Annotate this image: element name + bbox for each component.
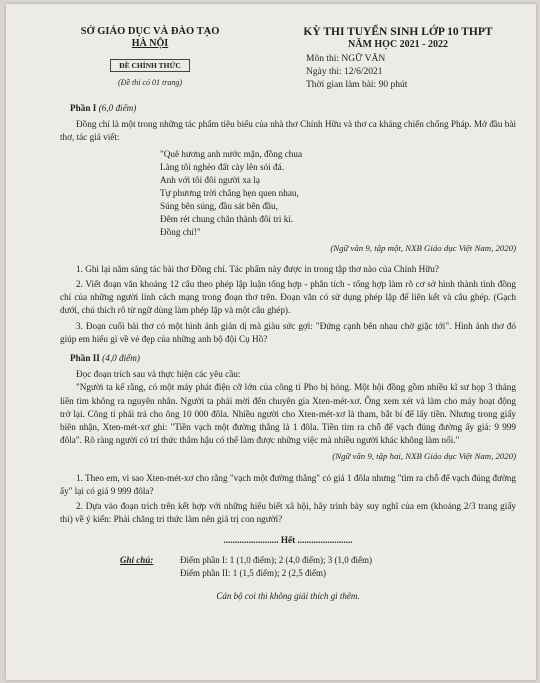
poem <box>160 148 516 239</box>
exam-paper <box>6 4 536 680</box>
part2-question-2: 2. Dựa vào đoạn trích trên kết hợp với những hiểu biết xã hội, hãy trình bày suy nghĩ của em (khoảng 2/3 trang giấy thi) về ý kiến: Phải chăng tri thức làm nên giá trị con người? <box>60 501 516 525</box>
end-marker: ........................ Hết ........................ <box>223 535 353 546</box>
official-stamp: ĐỀ CHÍNH THỨC <box>110 59 190 72</box>
exam-info-block <box>268 26 528 92</box>
poem-line: Súng bên súng, đầu sát bên đầu, <box>160 200 278 211</box>
issuer-block <box>50 26 250 87</box>
exam-date: Ngày thi: 12/6/2021 <box>306 67 383 77</box>
closing-remark: Cán bộ coi thi không giải thích gì thêm. <box>216 590 360 601</box>
poem-line: Làng tôi nghèo đất cày lên sỏi đá. <box>160 161 284 172</box>
part1-title: Phần I <box>70 103 97 113</box>
school-year: NĂM HỌC 2021 - 2022 <box>348 39 448 50</box>
part2-title: Phần II <box>70 353 100 364</box>
part2-points: (4,0 điểm) <box>102 353 140 364</box>
poem-line: Tự phương trời chẳng hẹn quen nhau, <box>160 187 299 198</box>
part2-heading <box>70 352 516 365</box>
poem-line: "Quê hương anh nước mặn, đồng chua <box>160 148 303 159</box>
subject: Môn thi: NGỮ VĂN <box>306 54 386 64</box>
part1-question-1: 1. Ghi lại năm sáng tác bài thơ Đồng chí. Tác phẩm này được in trong tập thơ nào của Chính Hữu? <box>76 263 439 274</box>
department-name: SỞ GIÁO DỤC VÀ ĐÀO TẠO <box>80 26 220 37</box>
duration: Thời gian làm bài: 90 phút <box>306 80 408 90</box>
page-count: (Đề thi có 01 trang) <box>118 78 182 87</box>
part1-points: (6,0 điểm) <box>98 103 137 113</box>
notes-line-1: Điểm phần I: 1 (1,0 điểm); 2 (4,0 điểm); 3 (1,0 điểm) <box>180 554 372 565</box>
notes-line-2: Điểm phần II: 1 (1,5 điểm); 2 (2,5 điểm) <box>180 567 326 578</box>
poem-line: Đồng chí!" <box>160 226 201 237</box>
part1-question-2: 2. Viết đoạn văn khoảng 12 câu theo phép lập luận tổng hợp - phân tích - tổng hợp làm rõ cơ sở hình thành tình đồng chí của những người lính cách mạng trong đoạn thơ trên. Đoạn văn có sử dụng phép lặp để liên kết và câu ghép. (Gạch dưới, chú thích rõ từ ngữ dùng làm phép lặp và một câu ghép). <box>60 279 516 316</box>
exam-meta <box>306 53 528 92</box>
part1-heading <box>70 102 516 115</box>
passage-source: (Ngữ văn 9, tập hai, NXB Giáo dục Việt Nam, 2020) <box>332 451 516 462</box>
part2-intro: Đọc đoạn trích sau và thực hiện các yêu cầu: <box>76 369 241 380</box>
part1-question-3: 3. Đoạn cuối bài thơ có một hình ảnh giản dị mà giàu sức gợi: "Đứng cạnh bên nhau chờ giặc tới". Hình ảnh thơ đó giúp em hiểu gì về vẻ đẹp của những anh bộ đội Cụ Hồ? <box>60 320 516 344</box>
part2-passage: "Người ta kể rằng, có một máy phát điện cỡ lớn của công ti Pho bị hỏng. Một hội đồng gồm nhiều kĩ sư họp 3 tháng liền tìm không ra nguyên nhân. Người ta phải mời đến chuyên gia Xten-mét-xơ. Ông xem xét và làm cho máy hoạt động trở lại. Công ti phải trả cho ông 10 000 đôla. Nhiều người cho Xten-mét-xơ là tham, bắt bí để lấy tiền. Nhưng trong giấy biên nhận, Xten-mét-xơ ghi: "Tiền vạch một đường thẳng là 1 đôla. Tiền tìm ra chỗ để vạch đúng đường ấy giá: 9 999 đôla". Rõ ràng người có tri thức thâm hậu có thể làm được những việc mà nhiều người khác không làm nổi." <box>60 382 516 446</box>
poem-line: Đêm rét chung chăn thành đôi tri kỉ. <box>160 213 294 224</box>
poem-source: (Ngữ văn 9, tập một, NXB Giáo dục Việt Nam, 2020) <box>330 242 516 253</box>
notes-body <box>180 554 372 580</box>
notes-label: Ghi chú: <box>120 554 154 565</box>
part1-intro: Đồng chí là một trong những tác phẩm tiêu biểu của nhà thơ Chính Hữu và thơ ca kháng chiến chống Pháp. Mở đầu bài thơ, tác giả viết: <box>60 119 516 143</box>
city-name: HÀ NỘI <box>131 38 169 49</box>
poem-line: Anh với tôi đôi người xa lạ <box>160 174 260 185</box>
exam-content <box>60 100 516 603</box>
exam-title: KỲ THI TUYỂN SINH LỚP 10 THPT <box>303 26 493 38</box>
part2-question-1: 1. Theo em, vì sao Xten-mét-xơ cho rằng "vạch một đường thẳng" có giá 1 đôla nhưng "tìm ra chỗ để vạch đúng đường ấy" lại có giá 9 999 đôla? <box>60 472 516 496</box>
scoring-notes <box>120 554 516 580</box>
